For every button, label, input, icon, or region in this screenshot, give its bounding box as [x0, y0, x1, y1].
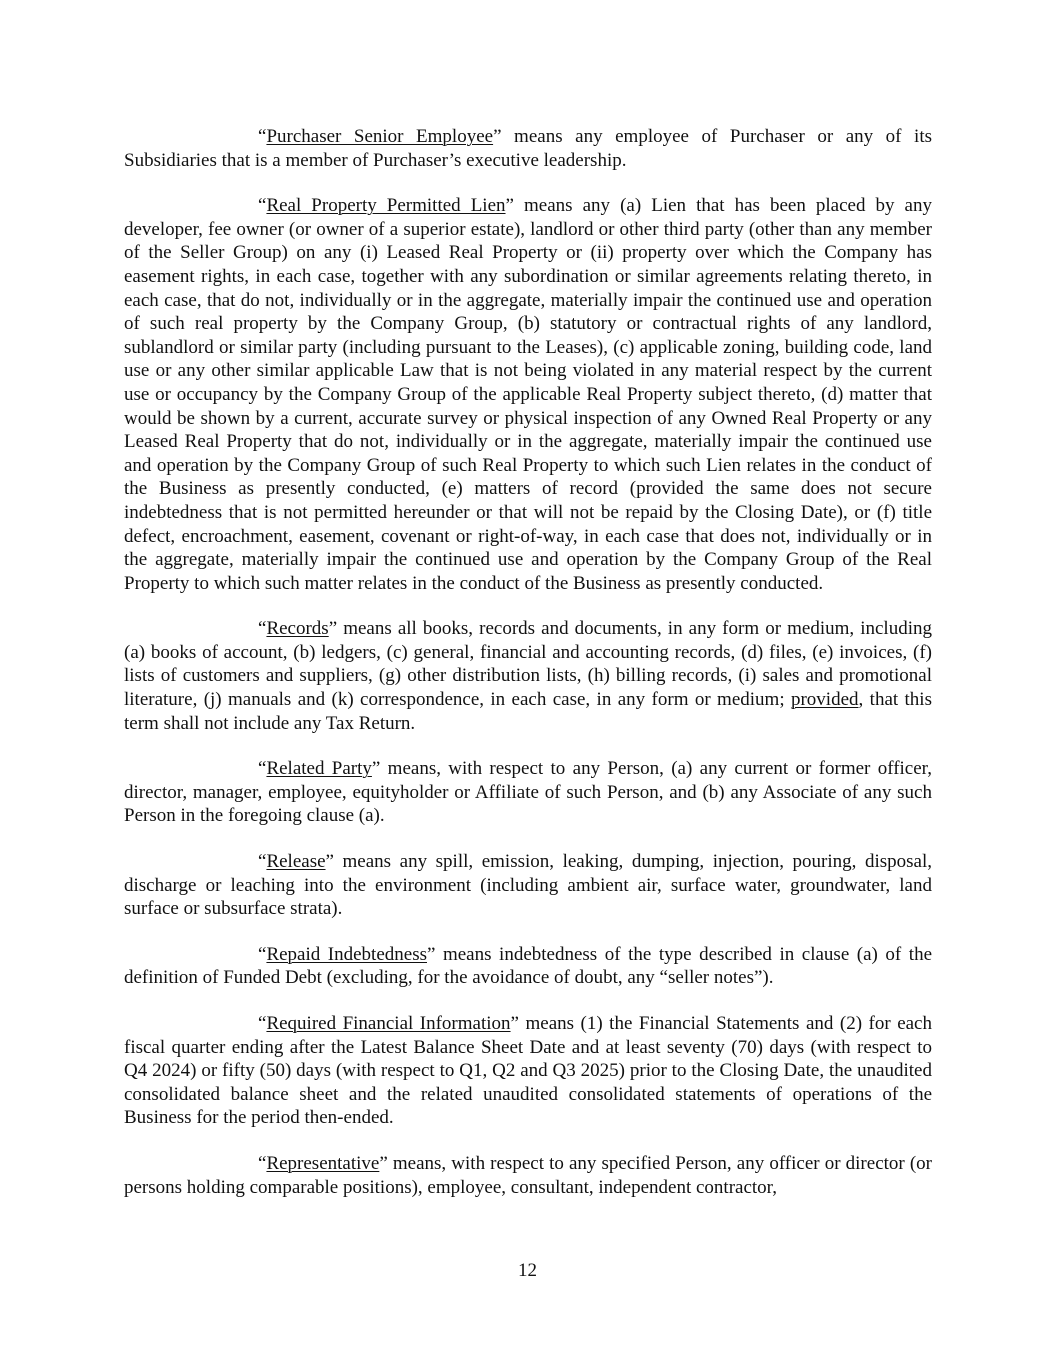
- open-quote: “: [258, 758, 267, 780]
- definition-records: [124, 617, 932, 735]
- defined-term: Purchaser Senior Employee: [266, 126, 494, 147]
- open-quote: “: [258, 851, 267, 873]
- definition-text: ” means any spill, emission, leaking, dumping, injection, pouring, disposal, discharge or leaching into the environment (including ambient air, surface water, groundwater, land surface or subsurface strata).: [124, 851, 932, 920]
- defined-term: Related Party: [266, 758, 372, 780]
- defined-term: Records: [266, 618, 329, 640]
- defined-term: Required Financial Information: [266, 1013, 511, 1034]
- definition-required-financial-information: [124, 1012, 932, 1130]
- definition-text-tail: , that this term shall not include any Tax Return.: [124, 689, 932, 734]
- definition-text: ” means, with respect to any specified Person, any officer or director (or persons holding comparable positions), employee, consultant, independent contractor,: [124, 1152, 932, 1198]
- definition-real-property-permitted-lien: [124, 194, 932, 595]
- open-quote: “: [258, 126, 267, 147]
- open-quote: “: [258, 618, 267, 640]
- definition-text: ” means, with respect to any Person, (a) any current or former officer, director, manager, employee, equityholder or Affiliate of such Person, and (b) any Associate of any such Person in the foregoing clause (a).: [124, 758, 932, 827]
- definition-text: ” means (1) the Financial Statements and (2) for each fiscal quarter ending after the Latest Balance Sheet Date and at least seventy (70) days (with respect to Q4 2024) or fifty (50) days (with respect to Q1, Q2 and Q3 2025) prior to the Closing Date, the unaudited consolidated balance sheet and the related unaudited consolidated statements of operations of the Business for the period then-ended.: [124, 1013, 932, 1129]
- defined-term: Representative: [266, 1152, 380, 1174]
- open-quote: “: [258, 195, 267, 217]
- open-quote: “: [258, 1152, 267, 1174]
- defined-term: Release: [266, 851, 326, 873]
- definition-related-party: [124, 757, 932, 828]
- defined-term: Repaid Indebtedness: [266, 943, 427, 965]
- definition-release: [124, 850, 932, 921]
- proviso-term: provided: [790, 689, 859, 711]
- definition-purchaser-senior-employee: [124, 125, 932, 172]
- open-quote: “: [258, 1013, 267, 1034]
- definition-text: ” means all books, records and documents, in any form or medium, including (a) books of account, (b) ledgers, (c) general, financial and accounting records, (d) files, (e) invoices, (f) lists of customers and suppliers, (g) other distribution lists, (h) billing records, (i) sales and promotional literature, (j) manuals and (k) correspondence, in each case, in any form or medium;: [124, 618, 932, 711]
- definition-repaid-indebtedness: [124, 943, 932, 990]
- definition-text: ” means indebtedness of the type described in clause (a) of the definition of Funded Debt (excluding, for the avoidance of doubt, any “seller notes”).: [124, 943, 933, 989]
- page-number: 12: [518, 1260, 537, 1281]
- definition-text: ” means any employee of Purchaser or any of its Subsidiaries that is a member of Purchaser’s executive leadership.: [124, 126, 932, 171]
- definition-representative: [124, 1152, 932, 1199]
- defined-term: Real Property Permitted Lien: [266, 195, 506, 217]
- definition-text: ” means any (a) Lien that has been placed by any developer, fee owner (or owner of a superior estate), landlord or other third party (other than any member of the Seller Group) on any (i) Leased Real Property or (ii) property over which the Company has easement rights, in each case, together with any subordination or similar agreements relating thereto, in each case, that do not, individually or in the aggregate, materially impair the continued use and operation of such real property by the Company Group, (b) statutory or contractual rights of any landlord, sublandlord or similar party (including pursuant to the Leases), (c) applicable zoning, building code, land use or any other similar applicable Law that is not being violated in any material respect by the current use or occupancy by the Company Group of the applicable Real Property subject thereto, (d) matter that would be shown by a current, accurate survey or physical inspection of any Owned Real Property or any Leased Real Property that do not, individually or in the aggregate, materially impair the continued use and operation by the Company Group of such Real Property to which such Lien relates in the conduct of the Business as presently conducted, (e) matters of record (provided the same does not secure indebtedness that is not permitted hereunder or that will not be repaid by the Closing Date), or (f) title defect, encroachment, easement, covenant or right-of-way, in each case that does not, individually or in the aggregate, materially impair the continued use and operation by the Company Group of the Real Property to which such matter relates in the conduct of the Business as presently conducted.: [124, 195, 932, 594]
- open-quote: “: [258, 943, 267, 965]
- definitions-section: [124, 125, 932, 1221]
